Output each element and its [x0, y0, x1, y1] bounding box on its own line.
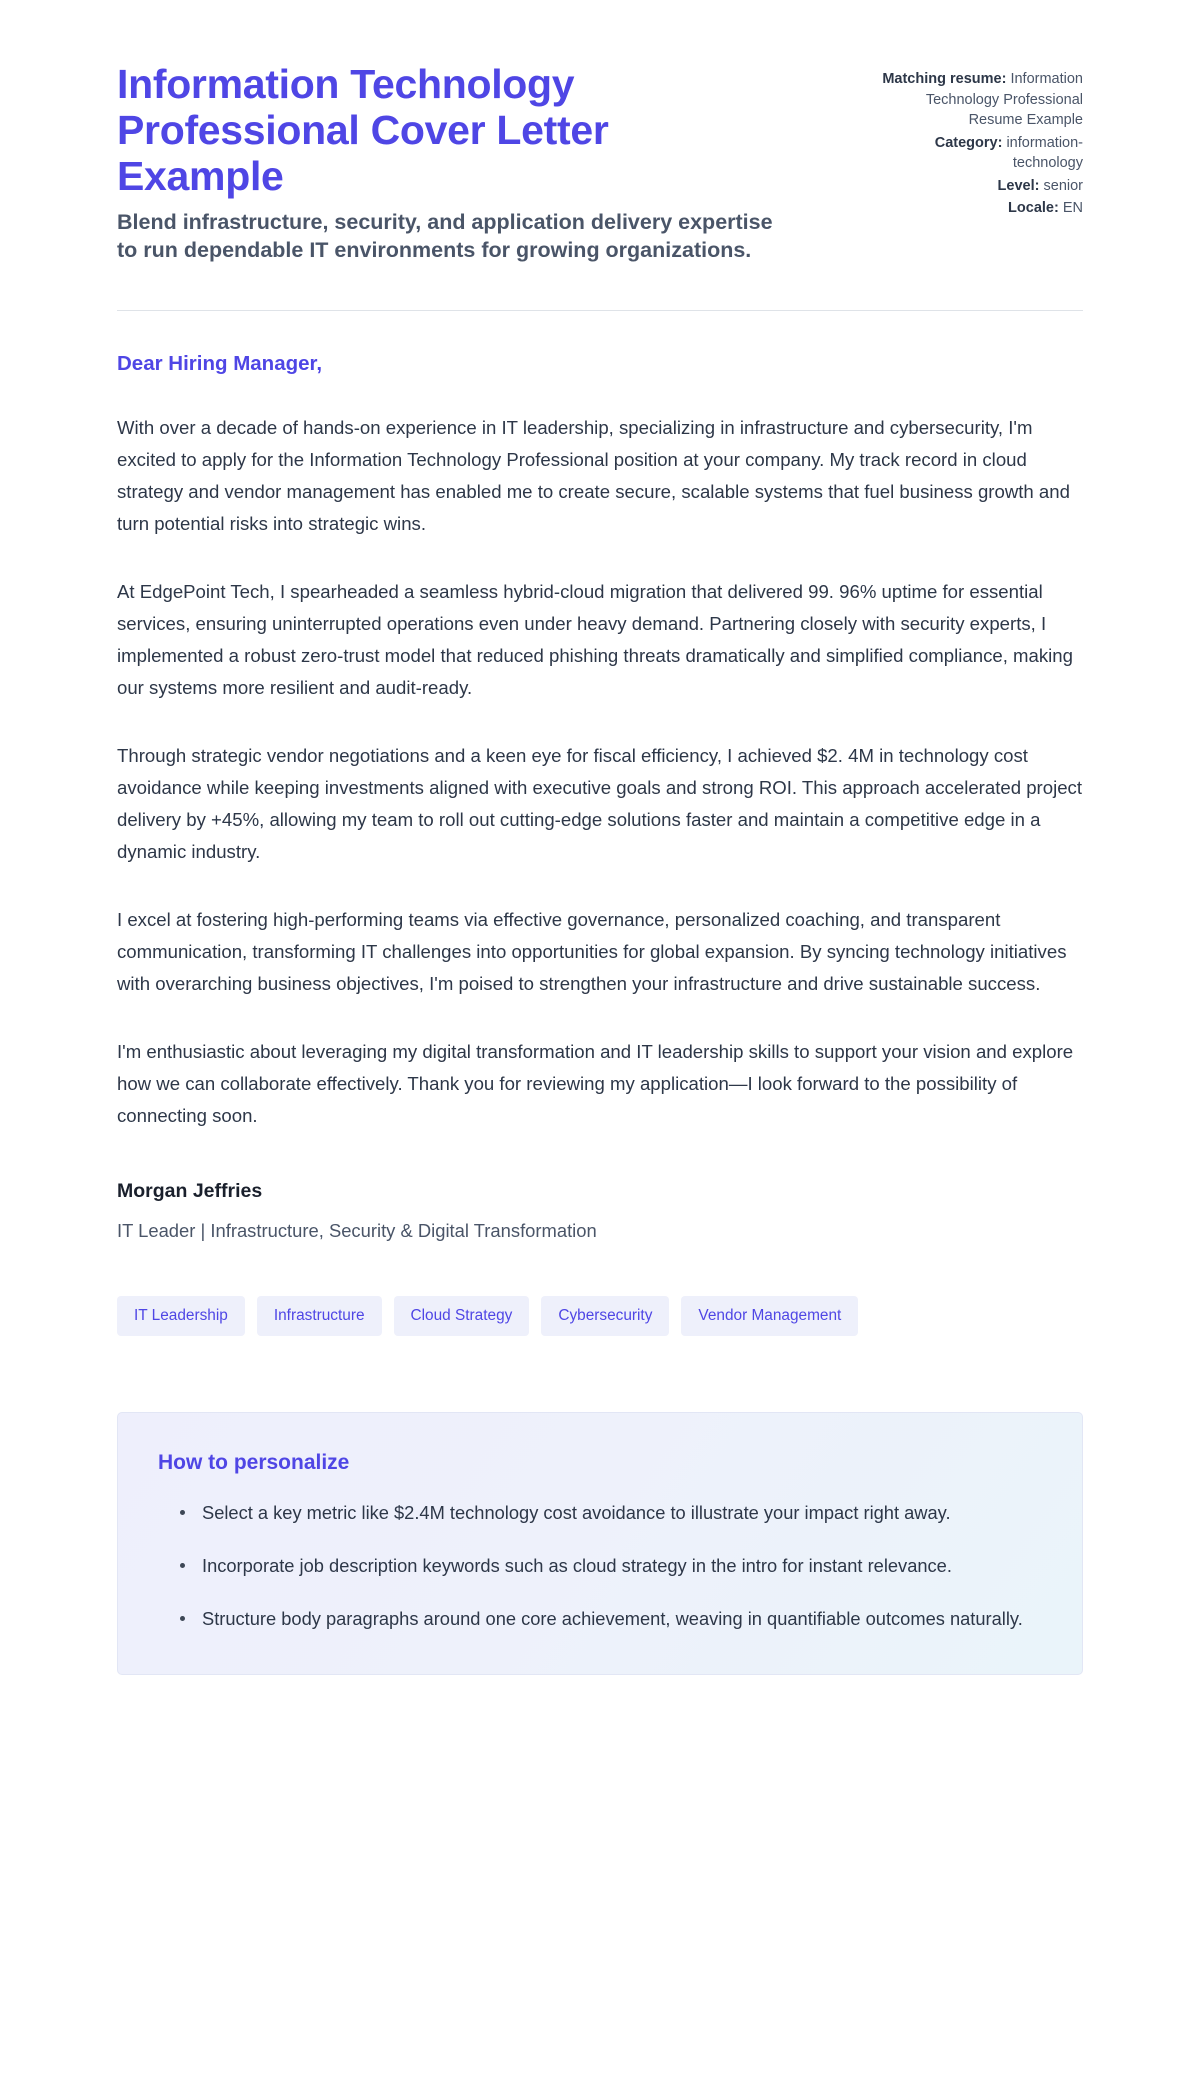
- callout-list-item: Select a key metric like $2.4M technology cost avoidance to illustrate your impact right away.: [180, 1498, 1042, 1529]
- meta-locale: [871, 198, 1083, 219]
- page-title: Information Technology Professional Cover Letter Example: [117, 61, 609, 199]
- skill-tag[interactable]: Cybersecurity: [541, 1296, 669, 1335]
- meta-level: [871, 176, 1083, 197]
- meta-matching-resume: [871, 69, 1083, 131]
- callout-list: [158, 1498, 1042, 1634]
- signature-role: IT Leader | Infrastructure, Security & Digital Transformation: [117, 1219, 597, 1241]
- skill-tag[interactable]: IT Leadership: [117, 1296, 245, 1335]
- document-header: [117, 40, 1083, 264]
- meta-matching-resume-value: Information Technology Professional Resume Example: [925, 71, 1083, 129]
- meta-category-value: information-technology: [1006, 134, 1083, 172]
- callout-title: How to personalize: [158, 1450, 350, 1474]
- letter-paragraph: With over a decade of hands-on experience in IT leadership, specializing in infrastructure and cybersecurity, I'm excited to apply for the Information Technology Professional position at your company. My track record in cloud strategy and vendor management has enabled me to create secure, scalable systems that fuel business growth and turn potential risks into strategic wins.: [117, 417, 1070, 535]
- cover-letter-body: [117, 311, 1083, 1335]
- meta-locale-value: EN: [1062, 200, 1083, 217]
- callout-list-item: Incorporate job description keywords such as cloud strategy in the intro for instant relevance.: [180, 1551, 1042, 1582]
- letter-paragraph: I'm enthusiastic about leveraging my digital transformation and IT leadership skills to support your vision and explore how we can collaborate effectively. Thank you for reviewing my application—I look forward to the possibility of connecting soon.: [117, 1040, 1074, 1126]
- signature-name: Morgan Jeffries: [117, 1179, 263, 1202]
- meta-level-value: senior: [1043, 177, 1083, 194]
- how-to-personalize-callout: [117, 1412, 1083, 1676]
- meta-locale-label: Locale:: [1008, 200, 1059, 217]
- skill-tag[interactable]: Cloud Strategy: [394, 1296, 530, 1335]
- meta-category: [871, 133, 1083, 174]
- page-content: [117, 40, 1083, 1675]
- meta-matching-resume-label: Matching resume:: [882, 71, 1007, 87]
- document-metadata: [871, 62, 1083, 221]
- callout-list-item: Structure body paragraphs around one core achievement, weaving in quantifiable outcomes naturally.: [180, 1604, 1042, 1635]
- skill-tag[interactable]: Vendor Management: [681, 1296, 858, 1335]
- meta-level-label: Level:: [997, 177, 1040, 194]
- salutation: Dear Hiring Manager,: [117, 352, 323, 376]
- header-title-block: [117, 62, 777, 264]
- letter-paragraph: I excel at fostering high-performing teams via effective governance, personalized coaching, and transparent communication, transforming IT challenges into opportunities for global expansion. By syncing technology initiatives with overarching business objectives, I'm poised to strengthen your infrastructure and drive sustainable success.: [117, 908, 1067, 994]
- signature-block: [117, 1178, 1083, 1245]
- page-subtitle: Blend infrastructure, security, and application delivery expertise to run dependable IT environments for growing organizations.: [117, 209, 773, 263]
- meta-category-label: Category:: [934, 134, 1003, 151]
- skill-tag[interactable]: Infrastructure: [257, 1296, 382, 1335]
- skill-tag-list: [117, 1296, 1083, 1335]
- letter-paragraph: Through strategic vendor negotiations and a keen eye for fiscal efficiency, I achieved $2. 4M in technology cost avoidance while keeping investments aligned with executive goals and strong ROI. This approach accelerated project delivery by +45%, allowing my team to roll out cutting-edge solutions faster and maintain a competitive edge in a dynamic industry.: [117, 744, 1083, 862]
- letter-paragraph: At EdgePoint Tech, I spearheaded a seamless hybrid-cloud migration that delivered 99. 96% uptime for essential services, ensuring uninterrupted operations even under heavy demand. Partnering closely with security experts, I implemented a robust zero-trust model that reduced phishing threats dramatically and simplified compliance, making our systems more resilient and audit-ready.: [117, 580, 1073, 698]
